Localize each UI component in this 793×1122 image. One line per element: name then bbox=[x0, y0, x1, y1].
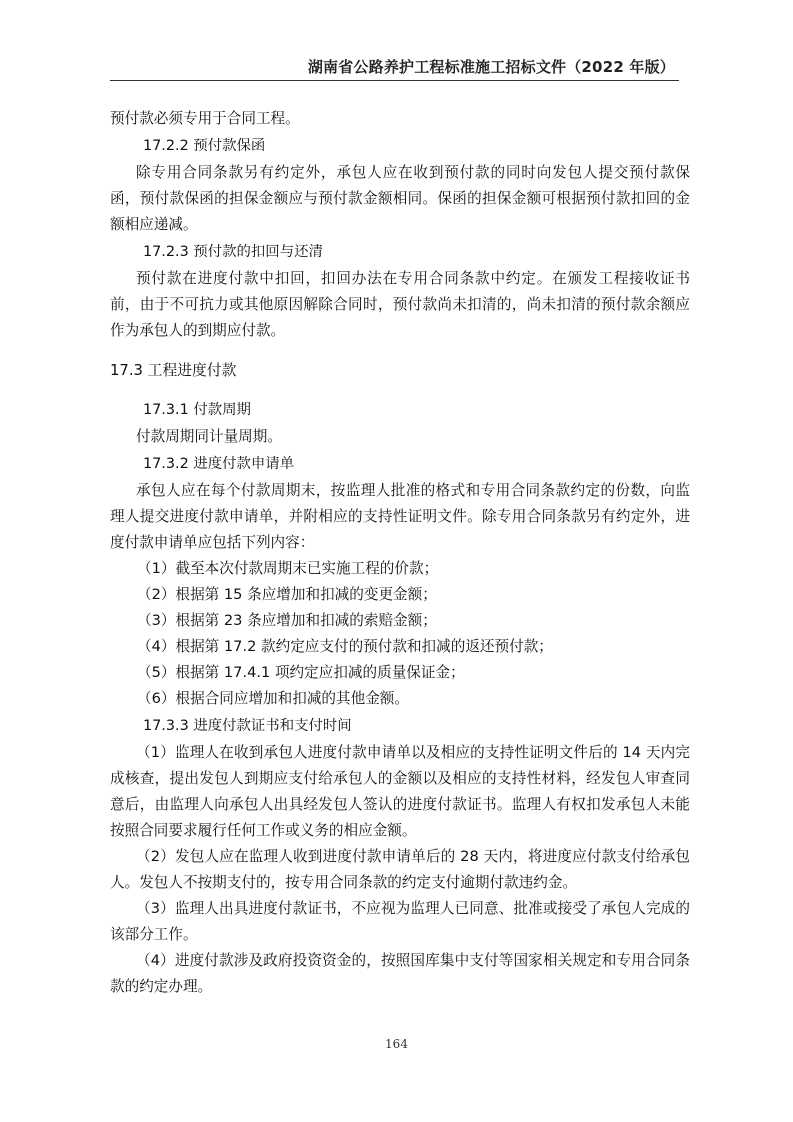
paragraph-17-2-3: 预付款在进度付款中扣回，扣回办法在专用合同条款中约定。在颁发工程接收证书前，由于不可抗力或其他原因解除合同时，预付款尚未扣清的，尚未扣清的预付款余额应作为承包人的到期应付款。 bbox=[110, 270, 690, 339]
header-rule bbox=[110, 80, 679, 81]
list-17-3-2 bbox=[110, 556, 690, 712]
list-item: （4）进度付款涉及政府投资资金的，按照国库集中支付等国家相关规定和专用合同条款的约定办理。 bbox=[110, 952, 690, 995]
list-item: （3）监理人出具进度付款证书，不应视为监理人已同意、批准或接受了承包人完成的该部分工作。 bbox=[110, 900, 690, 943]
heading-17-3-3: 17.3.3 进度付款证书和支付时间 bbox=[143, 718, 352, 734]
list-item: （2）发包人应在监理人收到进度付款申请单后的 28 天内，将进度应付款支付给承包人。发包人不按期支付的，按专用合同条款的约定支付逾期付款违约金。 bbox=[110, 848, 690, 891]
heading-17-2-2: 17.2.2 预付款保函 bbox=[143, 138, 266, 154]
paragraph-17-3-2: 承包人应在每个付款周期末，按监理人批准的格式和专用合同条款约定的份数，向监理人提交进度付款申请单，并附相应的支持性证明文件。除专用合同条款另有约定外，进度付款申请单应包括下列内容： bbox=[110, 482, 690, 551]
list-17-3-3 bbox=[110, 740, 690, 1000]
heading-17-2-3: 17.2.3 预付款的扣回与还清 bbox=[143, 244, 323, 260]
list-item: （6）根据合同应增加和扣减的其他金额。 bbox=[137, 690, 409, 707]
list-item: （3）根据第 23 条应增加和扣减的索赔金额； bbox=[137, 612, 437, 629]
paragraph-17-2-2: 除专用合同条款另有约定外，承包人应在收到预付款的同时向发包人提交预付款保函，预付款保函的担保金额应与预付款金额相同。保函的担保金额可根据预付款扣回的金额相应递减。 bbox=[110, 164, 690, 233]
heading-17-3: 17.3 工程进度付款 bbox=[110, 362, 237, 379]
list-item: （1）监理人在收到承包人进度付款申请单以及相应的支持性证明文件后的 14 天内完成核查，提出发包人到期应支付给承包人的金额以及相应的支持性材料，经发包人审查同意后，由监理人向承包人出具经发包人签认的进度付款证书。监理人有权扣发承包人未能按照合同要求履行任何工作或义务的相应金额。 bbox=[110, 744, 690, 839]
heading-17-3-1: 17.3.1 付款周期 bbox=[143, 402, 251, 418]
list-item: （5）根据第 17.4.1 项约定应扣减的质量保证金； bbox=[137, 664, 465, 681]
page-content bbox=[110, 106, 690, 1000]
paragraph-17-3-1: 付款周期同计量周期。 bbox=[136, 428, 282, 445]
paragraph-continuation: 预付款必须专用于合同工程。 bbox=[110, 110, 300, 127]
page-number: 164 bbox=[385, 1037, 408, 1051]
header-title: 湖南省公路养护工程标准施工招标文件（2022 年版） bbox=[307, 58, 675, 76]
heading-17-3-2: 17.3.2 进度付款申请单 bbox=[143, 456, 295, 472]
list-item: （4）根据第 17.2 款约定应支付的预付款和扣减的返还预付款； bbox=[137, 638, 553, 655]
list-item: （1）截至本次付款周期末已实施工程的价款； bbox=[137, 560, 439, 577]
list-item: （2）根据第 15 条应增加和扣减的变更金额； bbox=[137, 586, 437, 603]
